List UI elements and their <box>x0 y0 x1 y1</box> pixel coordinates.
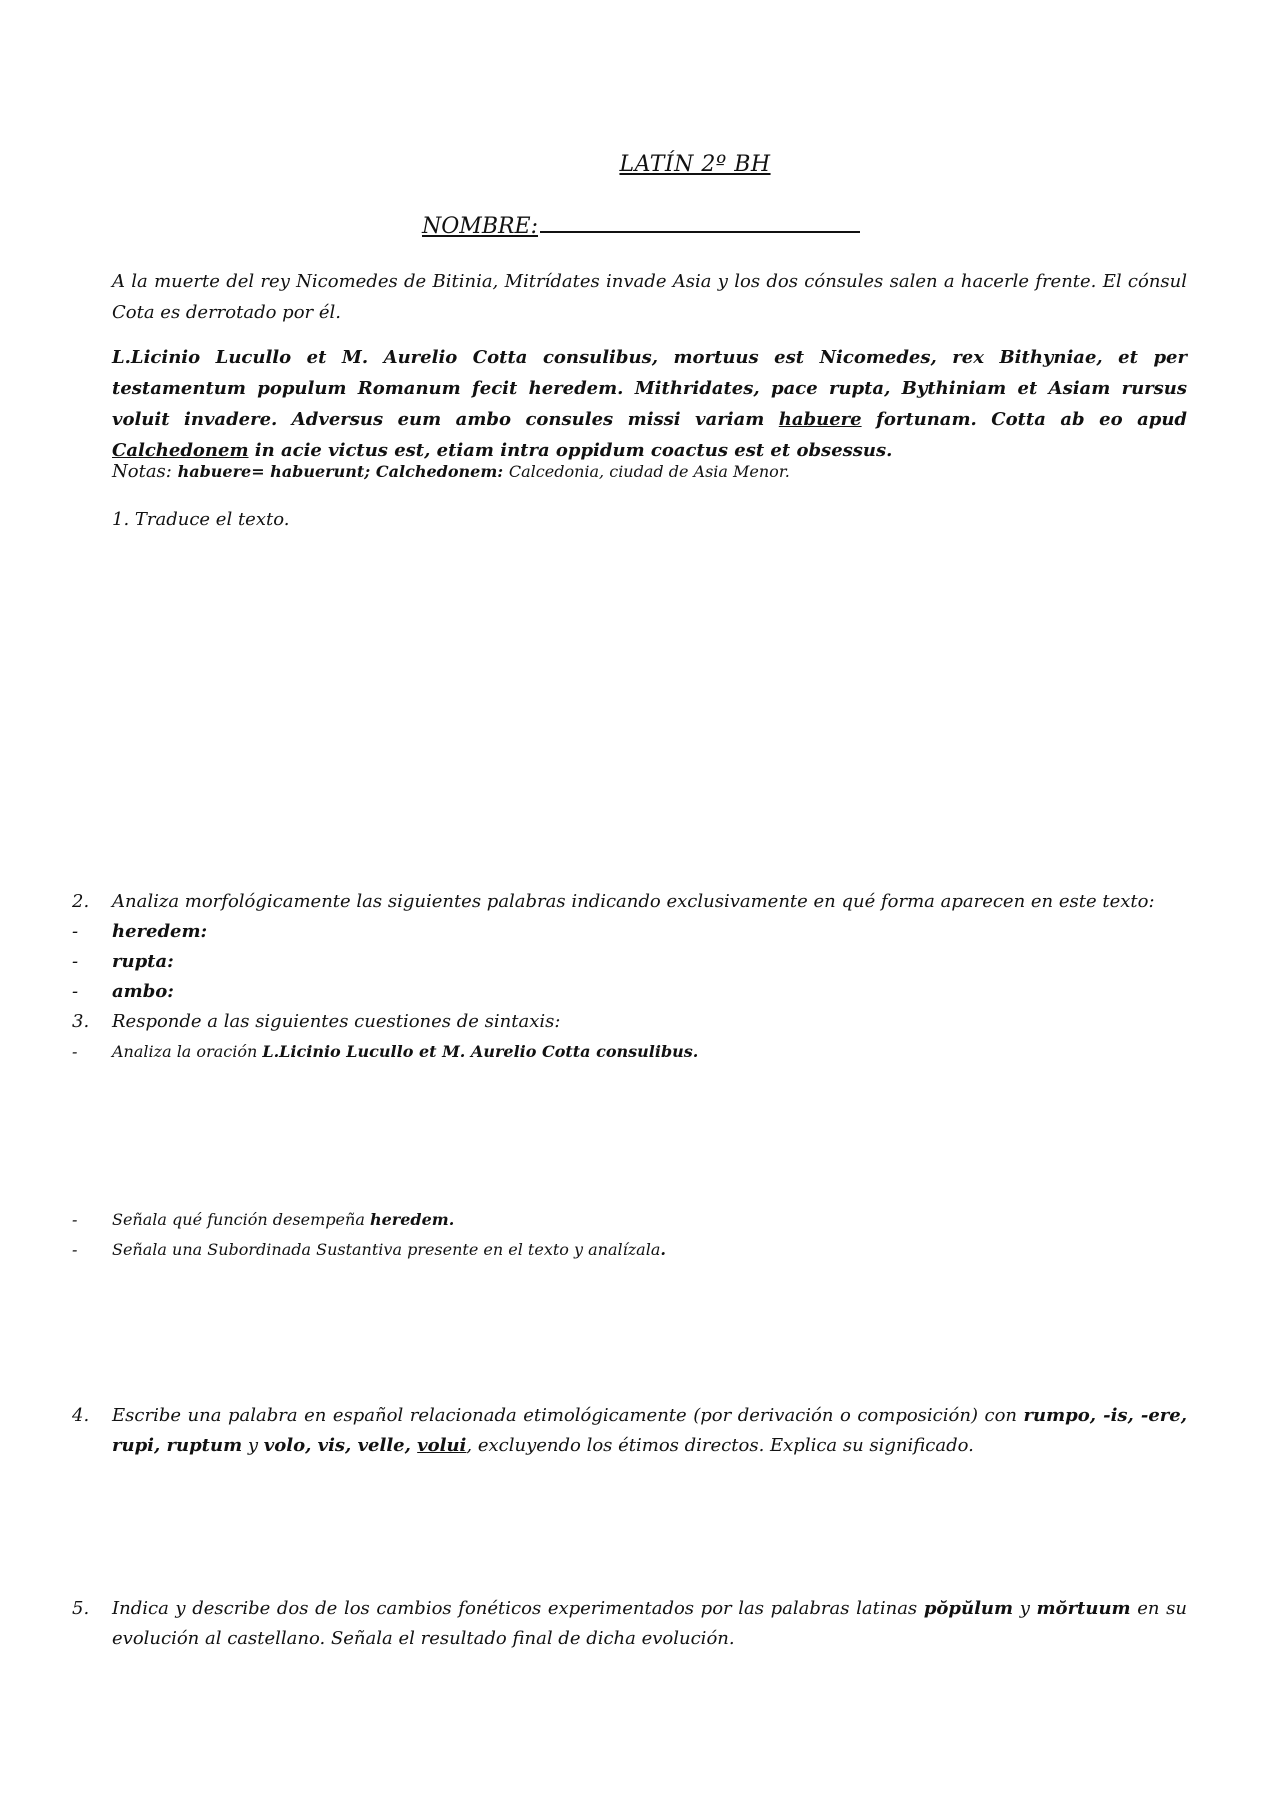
q3-sub2-word: heredem. <box>369 1210 455 1229</box>
name-blank-line <box>540 213 860 233</box>
notes-term-calchedonem: Calchedonem: <box>375 462 504 481</box>
word-rumpo: rumpo, -is, -ere, rupi, ruptum <box>112 1405 1188 1456</box>
bullet: - <box>72 951 79 972</box>
word-mortuum: mŏrtuum <box>1036 1598 1131 1619</box>
latin-text-part1: L.Licinio Lucullo et M. Aurelio Cotta consulibus, mortuus est Nicomedes, rex Bithyniae, et per testamentum populum Romanum fecit heredem. Mithridates, pace rupta, Bythiniam et Asiam rursus voluit invadere. Adversus eum ambo consules missi variam <box>112 347 1187 430</box>
word-rupta: rupta: <box>112 951 174 972</box>
question-3-text: Responde a las siguientes cuestiones de sintaxis: <box>112 1011 561 1032</box>
word-populum: pŏpŭlum <box>923 1598 1014 1619</box>
bullet: - <box>72 1042 78 1061</box>
question-3-number: 3. <box>72 1011 90 1032</box>
bullet: - <box>72 921 79 942</box>
question-5-suffix: en su evolución al castellano. Señala el resultado final de dicha evolución. <box>112 1598 1187 1649</box>
bullet: - <box>72 1210 78 1229</box>
question-5 <box>72 1594 1187 1654</box>
notes-label: Notas: <box>112 461 172 482</box>
list-item <box>72 1205 1187 1235</box>
question-4-number: 4. <box>72 1405 90 1426</box>
question-4-prefix: Escribe una palabra en español relacionada etimológicamente (por derivación o composición) con <box>112 1405 1018 1426</box>
question-3 <box>72 1007 1187 1037</box>
question-5-number: 5. <box>72 1598 90 1619</box>
list-item <box>72 1235 1187 1265</box>
question-2-number: 2. <box>72 891 90 912</box>
list-item <box>72 977 1187 1007</box>
question-4-suffix: , excluyendo los étimos directos. Explica su significado. <box>466 1435 974 1456</box>
notes-term-habuere: habuere= habuerunt; <box>177 462 371 481</box>
latin-text-part2: fortunam. Cotta ab eo apud <box>861 409 1187 430</box>
list-item <box>72 1037 1187 1067</box>
intro-paragraph: A la muerte del rey Nicomedes de Bitinia, Mitrídates invade Asia y los dos cónsules salen a hacerle frente. El cónsul Cota es derrotado por él. <box>112 271 1187 323</box>
notes <box>112 456 1187 487</box>
latin-word-calchedonem: Calchedonem <box>112 440 249 461</box>
word-volui: volui <box>417 1435 467 1456</box>
q3-sub1-sentence: L.Licinio Lucullo et M. Aurelio Cotta consulibus. <box>262 1042 699 1061</box>
latin-text <box>112 342 1187 466</box>
q3-sub2-prefix: Señala qué función desempeña <box>112 1210 365 1229</box>
name-field <box>422 213 860 239</box>
list-item <box>72 917 1187 947</box>
word-volo: volo, vis, velle, <box>263 1435 418 1456</box>
question-2 <box>72 887 1187 917</box>
name-label: NOMBRE: <box>422 214 539 239</box>
question-2-text: Analiza morfológicamente las siguientes palabras indicando exclusivamente en qué forma aparecen en este texto: <box>112 891 1155 912</box>
page-title: LATÍN 2º BH <box>619 152 771 177</box>
question-4-mid: y <box>247 1435 259 1456</box>
q3-sub1-prefix: Analiza la oración <box>112 1042 258 1061</box>
bullet: - <box>72 981 79 1002</box>
word-heredem: heredem: <box>112 921 208 942</box>
word-ambo: ambo: <box>112 981 174 1002</box>
latin-text-part3: in acie victus est, etiam intra oppidum coactus est et obsessus. <box>248 440 893 461</box>
question-5-mid: y <box>1019 1598 1030 1619</box>
notes-gloss: Calcedonia, ciudad de Asia Menor. <box>508 462 790 481</box>
list-item <box>72 947 1187 977</box>
q3-sub3-text: Señala una Subordinada Sustantiva presente en el texto y analízala <box>112 1240 661 1259</box>
question-1: 1. Traduce el texto. <box>112 509 290 530</box>
q3-sub3-period: . <box>660 1240 666 1259</box>
bullet: - <box>72 1240 78 1259</box>
latin-word-habuere: habuere <box>778 409 862 430</box>
question-5-prefix: Indica y describe dos de los cambios fonéticos experimentados por las palabras latinas <box>112 1598 918 1619</box>
question-4 <box>72 1401 1187 1461</box>
